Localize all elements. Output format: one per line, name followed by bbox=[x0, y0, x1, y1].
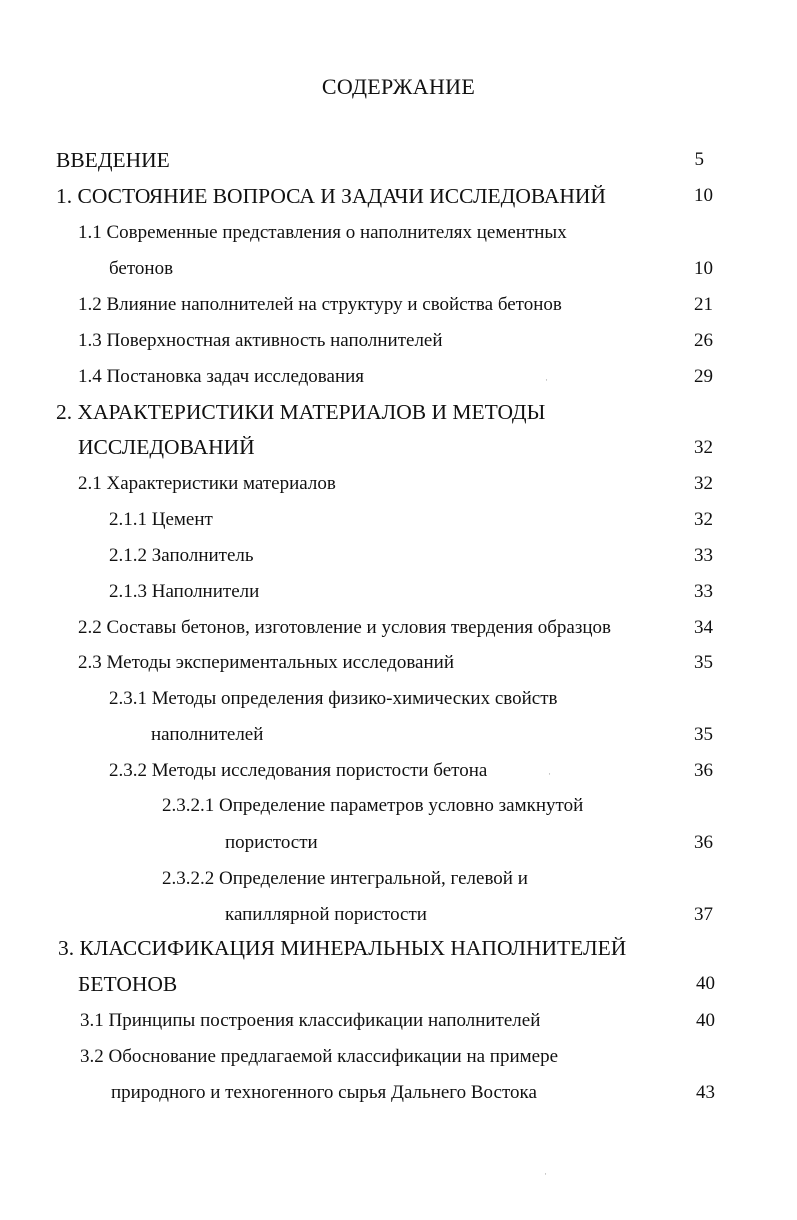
toc-page-number: 33 bbox=[694, 545, 713, 566]
toc-entry-2-3-2-2-cont: капиллярной пористости bbox=[225, 904, 427, 925]
toc-entry-3-1: 3.1 Принципы построения классификации наполнителей bbox=[80, 1010, 541, 1031]
scan-speck: · bbox=[545, 375, 548, 385]
toc-entry-2-3-2-1-cont: пористости bbox=[225, 832, 318, 853]
toc-page-number: 33 bbox=[694, 581, 713, 602]
toc-page-number: 35 bbox=[694, 724, 713, 745]
toc-entry-2-3: 2.3 Методы экспериментальных исследований bbox=[78, 652, 454, 673]
toc-entry-chapter-3: 3. КЛАССИФИКАЦИЯ МИНЕРАЛЬНЫХ НАПОЛНИТЕЛЕЙ bbox=[58, 936, 627, 960]
toc-page-number: 32 bbox=[694, 437, 713, 458]
toc-entry-chapter-2-cont: ИССЛЕДОВАНИЙ bbox=[78, 435, 255, 459]
toc-entry-1-1-cont: бетонов bbox=[109, 258, 174, 279]
toc-entry-2-3-2-1: 2.3.2.1 Определение параметров условно замкнутой bbox=[162, 795, 584, 816]
toc-entry-2-3-2: 2.3.2 Методы исследования пористости бетона bbox=[109, 760, 488, 781]
toc-entry-introduction: ВВЕДЕНИЕ bbox=[56, 148, 170, 172]
toc-page-number: 29 bbox=[694, 366, 713, 387]
toc-entry-chapter-3-cont: БЕТОНОВ bbox=[78, 972, 178, 996]
toc-entry-1-3: 1.3 Поверхностная активность наполнителей bbox=[78, 330, 443, 351]
toc-entry-3-2: 3.2 Обоснование предлагаемой классификации на примере bbox=[80, 1046, 559, 1067]
toc-entry-1-4: 1.4 Постановка задач исследования bbox=[78, 366, 365, 387]
toc-entry-2-1-3: 2.1.3 Наполнители bbox=[109, 581, 260, 602]
toc-page-number: 37 bbox=[694, 904, 713, 925]
toc-page-number: 10 bbox=[694, 185, 713, 206]
toc-entry-3-2-cont: природного и техногенного сырья Дальнего Востока bbox=[111, 1082, 537, 1103]
toc-entry-chapter-1: 1. СОСТОЯНИЕ ВОПРОСА И ЗАДАЧИ ИССЛЕДОВАНИЙ bbox=[56, 184, 606, 208]
toc-page-number: 34 bbox=[694, 617, 713, 638]
toc-entry-2-2: 2.2 Составы бетонов, изготовление и условия твердения образцов bbox=[78, 617, 612, 638]
toc-entry-2-3-1-cont: наполнителей bbox=[151, 724, 264, 745]
toc-entry-chapter-2: 2. ХАРАКТЕРИСТИКИ МАТЕРИАЛОВ И МЕТОДЫ bbox=[56, 400, 546, 424]
toc-page-number: 36 bbox=[694, 832, 713, 853]
toc-page-number: 32 bbox=[694, 509, 713, 530]
toc-entry-2-3-2-2: 2.3.2.2 Определение интегральной, гелевой и bbox=[162, 868, 528, 889]
toc-page-number: 10 bbox=[694, 258, 713, 279]
toc-entry-2-1-1: 2.1.1 Цемент bbox=[109, 509, 213, 530]
toc-entry-2-3-1: 2.3.1 Методы определения физико-химических свойств bbox=[109, 688, 558, 709]
toc-page-number: 35 bbox=[694, 652, 713, 673]
toc-page-number: 40 bbox=[696, 973, 715, 994]
toc-entry-2-1-2: 2.1.2 Заполнитель bbox=[109, 545, 254, 566]
toc-entry-2-1: 2.1 Характеристики материалов bbox=[78, 473, 336, 494]
toc-entry-1-2: 1.2 Влияние наполнителей на структуру и свойства бетонов bbox=[78, 294, 562, 315]
toc-page-number: 43 bbox=[696, 1082, 715, 1103]
toc-entry-1-1: 1.1 Современные представления о наполнителях цементных bbox=[78, 222, 567, 243]
toc-page-number: 21 bbox=[694, 294, 713, 315]
scan-speck: · bbox=[548, 769, 551, 779]
page-title: СОДЕРЖАНИЕ bbox=[321, 74, 476, 99]
toc-page-number: 32 bbox=[694, 473, 713, 494]
toc-page-number: 36 bbox=[694, 760, 713, 781]
toc-page-number: 5 bbox=[694, 149, 704, 170]
toc-page-number: 40 bbox=[696, 1010, 715, 1031]
scan-speck: · bbox=[544, 1169, 547, 1179]
toc-page-number: 26 bbox=[694, 330, 713, 351]
